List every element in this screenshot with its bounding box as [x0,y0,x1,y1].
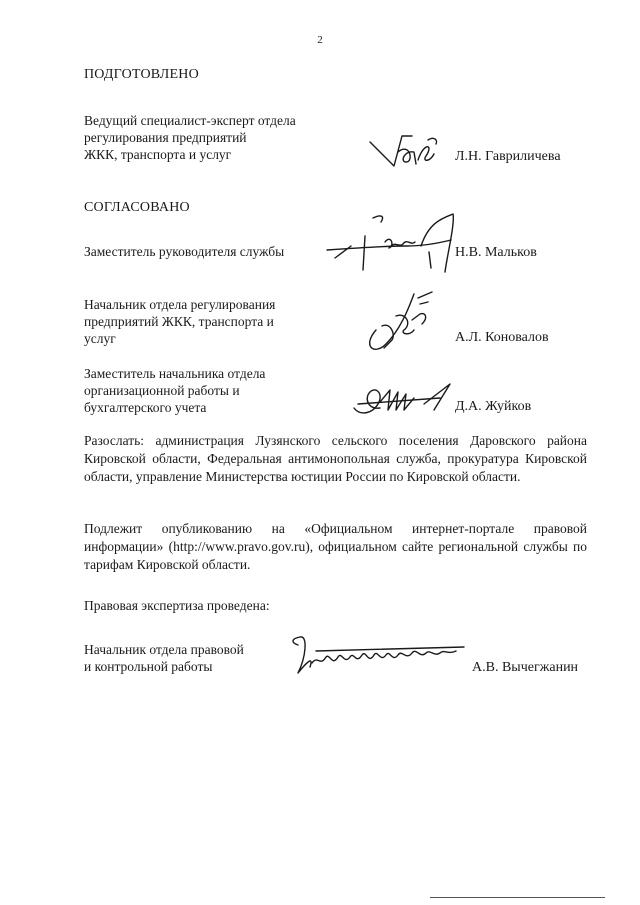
approved-role-line: Начальник отдела регулирования [84,297,276,312]
prepared-role-line: регулирования предприятий [84,130,247,145]
signature-malkov [325,212,465,274]
prepared-role [84,112,344,163]
prepared-role-line: Ведущий специалист-эксперт отдела [84,113,296,128]
approved-heading: СОГЛАСОВАНО [84,200,190,215]
prepared-role-line: ЖКК, транспорта и услуг [84,147,232,162]
prepared-name: Л.Н. Гавриличева [455,149,561,164]
approved-role-2 [84,296,344,347]
prepared-heading: ПОДГОТОВЛЕНО [84,67,199,82]
approved-role-line: услуг [84,331,116,346]
legal-review-name: А.В. Вычегжанин [472,660,579,675]
approved-role-3 [84,365,344,416]
approved-role-line: Заместитель начальника отдела [84,366,266,381]
page-number: 2 [317,34,323,46]
signature-konovalov [362,290,442,356]
publication-paragraph: Подлежит опубликованию на «Официальном интернет-портале правовой информации» (http://www.pravo.gov.ru), официальном сайте региональной службы по тарифам Кировской области. [84,521,587,572]
legal-review-role-line: Начальник отдела правовой [84,642,244,657]
approved-name-1: Н.В. Мальков [455,245,537,260]
signature-gavrilicheva [368,132,448,174]
legal-review-label: Правовая экспертиза проведена: [84,598,270,613]
approved-role-line: предприятий ЖКК, транспорта и [84,314,274,329]
signature-zhuikov [350,380,460,420]
approved-role-line: бухгалтерского учета [84,400,207,415]
approved-role-line: организационной работы и [84,383,240,398]
legal-review-role-line: и контрольной работы [84,659,213,674]
signature-vychegzhanin [288,633,468,679]
approved-name-3: Д.А. Жуйков [455,399,532,414]
footer-rule [430,897,605,898]
distribution-paragraph: Разослать: администрация Лузянского сельского поселения Даровского района Кировской области, Федеральная антимонопольная служба, прокуратура Кировской области, управление Министерства юстиции России по Кировской области. [84,433,587,484]
approved-role-line: Заместитель руководителя службы [84,244,285,259]
approved-role-1 [84,243,344,260]
approved-name-2: А.Л. Коновалов [455,330,549,345]
